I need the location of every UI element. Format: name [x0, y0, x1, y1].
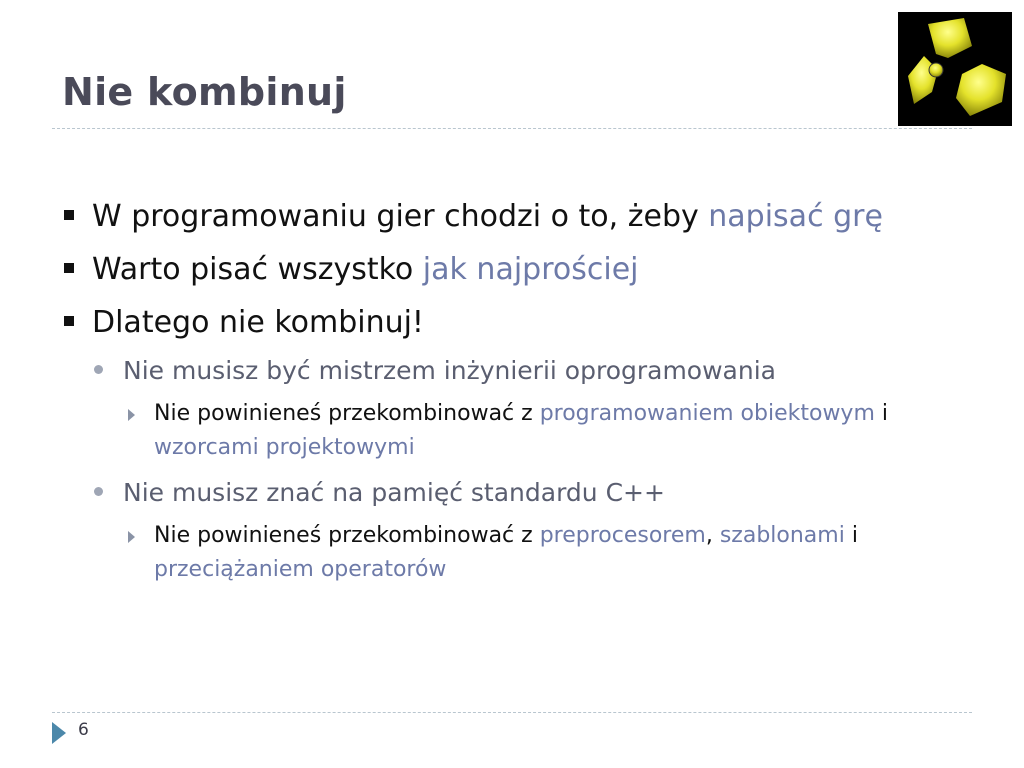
- bullet-1-text: W programowaniu gier chodzi o to, żeby: [92, 199, 709, 234]
- bullet-3-1-text: Nie musisz być mistrzem inżynierii oprogramowania: [123, 356, 776, 385]
- slide-title: Nie kombinuj: [62, 70, 347, 114]
- bullet-2-highlight: jak najprościej: [422, 252, 639, 287]
- bullet-3-2-text: Nie musisz znać na pamięć standardu C++: [123, 478, 665, 507]
- square-bullet-icon: [64, 316, 74, 326]
- bullet-1-highlight: napisać grę: [708, 199, 883, 234]
- square-bullet-icon: [64, 263, 74, 273]
- page-number: 6: [78, 720, 89, 740]
- square-bullet-icon: [64, 210, 74, 220]
- bullet-3-1-1-mid: i: [874, 401, 888, 426]
- play-arrow-icon: [52, 722, 66, 744]
- bullet-3-1-1-text: Nie powinieneś przekombinować z: [154, 401, 540, 426]
- title-divider: [52, 128, 972, 129]
- bullet-3-1: [94, 349, 962, 393]
- circle-bullet-icon: [94, 365, 103, 374]
- bullet-list: [62, 190, 962, 593]
- bullet-3-2-1-sep: ,: [705, 523, 720, 548]
- bullet-3-1-1-highlight-1: programowaniem obiektowym: [539, 401, 875, 426]
- footer-divider: [52, 712, 972, 713]
- bullet-3-2: [94, 471, 962, 515]
- bullet-3-2-1-text: Nie powinieneś przekombinować z: [154, 523, 540, 548]
- bullet-3-2-1-highlight-2: szablonami: [719, 523, 845, 548]
- bullet-3-1-1-highlight-2: wzorcami projektowymi: [154, 435, 415, 460]
- bullet-2-text: Warto pisać wszystko: [92, 252, 423, 287]
- bullet-3-text: Dlatego nie kombinuj!: [92, 305, 424, 340]
- bullet-2: [62, 243, 962, 296]
- bullet-3-2-1: [154, 519, 944, 587]
- circle-bullet-icon: [94, 487, 103, 496]
- triangle-bullet-icon: [128, 409, 135, 421]
- bullet-3-2-1-highlight-3: przeciążaniem operatorów: [154, 557, 447, 582]
- bullet-1: [62, 190, 962, 243]
- radiation-hazard-icon: [898, 12, 1012, 126]
- triangle-bullet-icon: [128, 531, 135, 543]
- bullet-3-2-1-highlight-1: preprocesorem: [539, 523, 706, 548]
- bullet-3: [62, 296, 962, 349]
- bullet-3-2-1-mid: i: [844, 523, 858, 548]
- bullet-3-1-1: [154, 397, 944, 465]
